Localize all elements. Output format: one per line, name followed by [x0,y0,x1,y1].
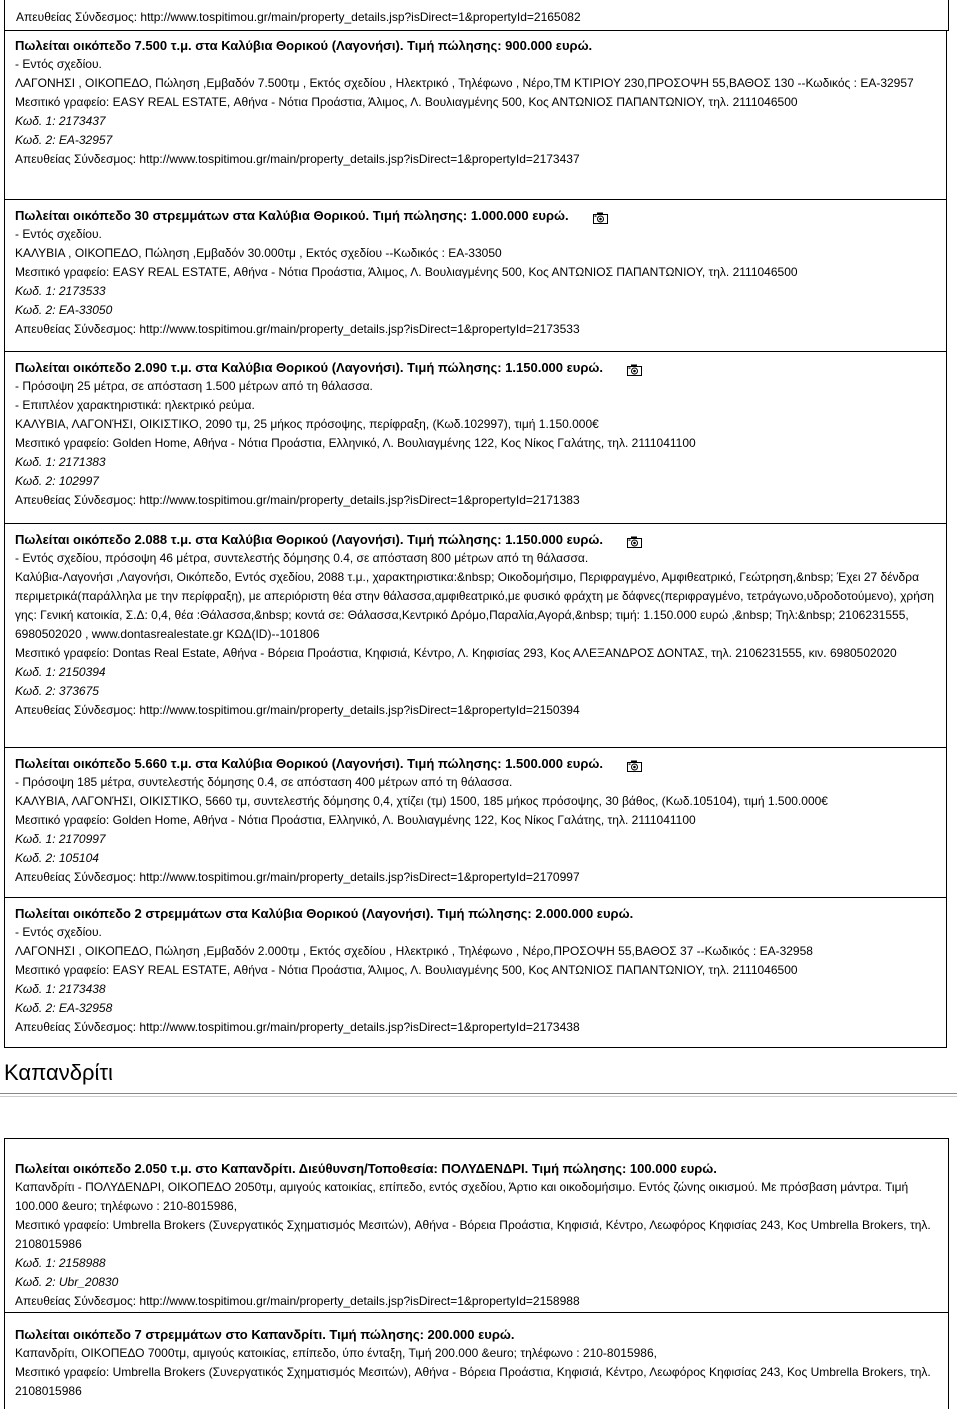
listing-detail: - Εντός σχεδίου. [15,57,102,71]
agency-info: Μεσιτικό γραφείο: EASY REAL ESTATE, Αθήνα - Νότια Προάστια, Άλιμος, Λ. Βουλιαγμένης 500, Κος ΑΝΤΩΝΙΟΣ ΠΑΠΑΝΤΩΝΙΟΥ, τηλ. 2111046500 [15,95,798,109]
listing-detail: Καπανδρίτι - ΠΟΛΥΔΕΝΔΡΙ, ΟΙΚΟΠΕΔΟ 2050τμ, αμιγούς κατοικίας, επίπεδο, εντός σχεδίου, Άρτιο και οικοδομήσιμο. Εντός ζώνης οικισμού. Με πρόσβαση μάντρα. Τιμή 100.000 &euro; τηλέφωνο : 210-8015986, [15,1180,909,1213]
listing-detail: - Επιπλέον χαρακτηριστικά: ηλεκτρικό ρεύμα. [15,398,255,412]
listing [4,748,947,898]
listing-detail: - Εντός σχεδίου, πρόσοψη 46 μέτρα, συντελεστής δόμησης 0.4, σε απόσταση 800 μέτρων από τη θάλασσα. [15,551,589,565]
listing-detail: ΚΑΛΥΒΙΑ, ΛΑΓΟΝΉΣΙ, ΟΙΚΙΣΤΙΚΟ, 5660 τμ, συντελεστής δόμησης 0,4, χτίζει (τμ) 1500, 185 μήκος πρόσοψης, 30 βάθος, (Κωδ.105104), τιμή 1.500.000€ [15,794,828,808]
camera-icon[interactable] [627,362,642,374]
code-2: Κωδ. 2: ΕΑ-32958 [15,1001,113,1015]
section-divider [0,1093,957,1097]
listing [4,898,947,1048]
listing-detail: - Εντός σχεδίου. [15,925,102,939]
listing [4,200,947,352]
code-2: Κωδ. 2: 102997 [15,474,99,488]
agency-info: Μεσιτικό γραφείο: Umbrella Brokers (Συνεργατικός Σχηματισμός Μεσιτών), Αθήνα - Βόρεια Προάστια, Κηφισιά, Κέντρο, Λεωφόρος Κηφισίας 243, Κος Umbrella Brokers, τηλ. 2108015986 [15,1365,931,1398]
code-2: Κωδ. 2: 105104 [15,851,99,865]
listing [4,30,947,200]
listing-title: Πωλείται οικόπεδο 7.500 τ.μ. στα Καλύβια Θορικού (Λαγονήσι). Τιμή πώλησης: 900.000 ευρώ. [15,38,593,53]
listing-title: Πωλείται οικόπεδο 2.090 τ.μ. στα Καλύβια Θορικού (Λαγονήσι). Τιμή πώλησης: 1.150.000 ευρώ. [15,358,936,377]
listing-detail: Καλύβια-Λαγονήσι ,Λαγονήσι, Οικόπεδο, Εντός σχεδίου, 2088 τ.μ., χαρακτηριστικα:&nbsp; Οικοδομήσιμο, Περιφραγμένο, Αμφιθεατρικό, Γεώτρηση,&nbsp; Έχει 27 δένδρα περιμετρικά(παράλληλα με την περίφραξη), με απεριόριστη θέα στην θάλασσα,αμφιθεατρικό,με φυσικό φράχτη με δάφνες(περιφραγμένο, τετράγωνο,υδροδοτούμενο), χρήση γης: Γενική κατοικία, Σ.Δ: 0,4, θέα :Θάλασσα,&nbsp; κοντά σε: Θάλασσα,Κεντρικό Δρόμο,Παραλία,Αγορά,&nbsp; τιμή: 1.150.000 ευρώ ,&nbsp; Τηλ:&nbsp; 2106231555, 6980502020 , www.dontasrealestate.gr ΚΩΔ(ID)--101806 [15,570,934,641]
camera-icon[interactable] [627,758,642,770]
section-title: Καπανδρίτι [4,1060,113,1085]
listing-title: Πωλείται οικόπεδο 30 στρεμμάτων στα Καλύβια Θορικού. Τιμή πώλησης: 1.000.000 ευρώ. [15,206,936,225]
direct-link[interactable]: Απευθείας Σύνδεσμος: http://www.tospitimou.gr/main/property_details.jsp?isDirect=1&propertyId=2173533 [15,322,580,336]
agency-info: Μεσιτικό γραφείο: Golden Home, Αθήνα - Νότια Προάστια, Ελληνικό, Λ. Βουλιαγμένης 122, Κος Νίκος Γαλάτης, τηλ. 2111041100 [15,813,696,827]
code-1: Κωδ. 1: 2158988 [15,1256,106,1270]
listing-title: Πωλείται οικόπεδο 2.050 τ.μ. στο Καπανδρίτι. Διεύθυνση/Τοποθεσία: ΠΟΛΥΔΕΝΔΡΙ. Τιμή πώλησης: 100.000 ευρώ. [15,1161,717,1176]
agency-info: Μεσιτικό γραφείο: EASY REAL ESTATE, Αθήνα - Νότια Προάστια, Άλιμος, Λ. Βουλιαγμένης 500, Κος ΑΝΤΩΝΙΟΣ ΠΑΠΑΝΤΩΝΙΟΥ, τηλ. 2111046500 [15,963,798,977]
camera-icon[interactable] [593,210,608,222]
listing-detail: - Πρόσοψη 25 μέτρα, σε απόσταση 1.500 μέτρων από τη θάλασσα. [15,379,373,393]
listing [15,1159,940,1311]
code-1: Κωδ. 1: 2173438 [15,982,106,996]
code-1: Κωδ. 1: 2173437 [15,114,106,128]
code-1: Κωδ. 1: 2170997 [15,832,106,846]
listing-title: Πωλείται οικόπεδο 5.660 τ.μ. στα Καλύβια Θορικού (Λαγονήσι). Τιμή πώλησης: 1.500.000 ευρώ. [15,754,936,773]
direct-link[interactable]: Απευθείας Σύνδεσμος: http://www.tospitimou.gr/main/property_details.jsp?isDirect=1&propertyId=2150394 [15,703,580,717]
code-2: Κωδ. 2: ΕΑ-33050 [15,303,113,317]
listing [4,524,947,748]
agency-info: Μεσιτικό γραφείο: EASY REAL ESTATE, Αθήνα - Νότια Προάστια, Άλιμος, Λ. Βουλιαγμένης 500, Κος ΑΝΤΩΝΙΟΣ ΠΑΠΑΝΤΩΝΙΟΥ, τηλ. 2111046500 [15,265,798,279]
direct-link[interactable]: Απευθείας Σύνδεσμος: http://www.tospitimou.gr/main/property_details.jsp?isDirect=1&propertyId=2170997 [15,870,580,884]
listing-title: Πωλείται οικόπεδο 2.088 τ.μ. στα Καλύβια Θορικού (Λαγονήσι). Τιμή πώλησης: 1.150.000 ευρώ. [15,530,936,549]
direct-link[interactable]: Απευθείας Σύνδεσμος: http://www.tospitimou.gr/main/property_details.jsp?isDirect=1&propertyId=2158988 [15,1294,580,1308]
code-2: Κωδ. 2: 373675 [15,684,99,698]
listing-detail: - Εντός σχεδίου. [15,227,102,241]
listing-detail: Καπανδρίτι, ΟΙΚΟΠΕΔΟ 7000τμ, αμιγούς κατοικίας, επίπεδο, ύπο ένταξη, Τιμή 200.000 &euro; τηλέφωνο : 210-8015986, [15,1346,657,1360]
listing [4,352,947,524]
direct-link[interactable]: Απευθείας Σύνδεσμος: http://www.tospitimou.gr/main/property_details.jsp?isDirect=1&propertyId=2171383 [15,493,580,507]
code-1: Κωδ. 1: 2173533 [15,284,106,298]
agency-info: Μεσιτικό γραφείο: Umbrella Brokers (Συνεργατικός Σχηματισμός Μεσιτών), Αθήνα - Βόρεια Προάστια, Κηφισιά, Κέντρο, Λεωφόρος Κηφισίας 243, Κος Umbrella Brokers, τηλ. 2108015986 [15,1218,931,1251]
listing-detail: ΚΑΛΥΒΙΑ, ΛΑΓΟΝΉΣΙ, ΟΙΚΙΣΤΙΚΟ, 2090 τμ, 25 μήκος πρόσοψης, περίφραξη, (Κωδ.102997), τιμή 1.150.000€ [15,417,599,431]
section-listings [4,1138,949,1409]
listing-separator [5,1312,948,1313]
agency-info: Μεσιτικό γραφείο: Golden Home, Αθήνα - Νότια Προάστια, Ελληνικό, Λ. Βουλιαγμένης 122, Κος Νίκος Γαλάτης, τηλ. 2111041100 [15,436,696,450]
agency-info: Μεσιτικό γραφείο: Dontas Real Estate, Αθήνα - Βόρεια Προάστια, Κηφισιά, Κέντρο, Λ. Κηφισίας 293, Κος ΑΛΕΞΑΝΔΡΟΣ ΔΟΝΤΑΣ, τηλ. 2106231555, κιν. 6980502020 [15,646,897,660]
listing-detail: ΛΑΓΟΝΗΣΙ , ΟΙΚΟΠΕΔΟ, Πώληση ,Εμβαδόν 7.500τμ , Εκτός σχεδίου , Ηλεκτρικό , Τηλέφωνο , Νέρο,ΤΜ ΚΤΙΡΙΟΥ 230,ΠΡΟΣΟΨΗ 55,ΒΑΘΟΣ 130 --Κωδικός : ΕΑ-32957 [15,76,914,90]
code-1: Κωδ. 1: 2150394 [15,665,106,679]
listing-detail: ΚΑΛΥΒΙΑ , ΟΙΚΟΠΕΔΟ, Πώληση ,Εμβαδόν 30.000τμ , Εκτός σχεδίου --Κωδικός : ΕΑ-33050 [15,246,502,260]
listing-detail: ΛΑΓΟΝΗΣΙ , ΟΙΚΟΠΕΔΟ, Πώληση ,Εμβαδόν 2.000τμ , Εκτός σχεδίου , Ηλεκτρικό , Τηλέφωνο , Νέρο,ΠΡΟΣΟΨΗ 55,ΒΑΘΟΣ 37 --Κωδικός : ΕΑ-32958 [15,944,813,958]
code-2: Κωδ. 2: Ubr_20830 [15,1275,119,1289]
code-2: Κωδ. 2: ΕΑ-32957 [15,133,113,147]
direct-link[interactable]: Απευθείας Σύνδεσμος: http://www.tospitimou.gr/main/property_details.jsp?isDirect=1&propertyId=2165082 [16,10,581,24]
direct-link[interactable]: Απευθείας Σύνδεσμος: http://www.tospitimou.gr/main/property_details.jsp?isDirect=1&propertyId=2173438 [15,1020,580,1034]
previous-listing-box [4,0,949,31]
listing-detail: - Πρόσοψη 185 μέτρα, συντελεστής δόμησης 0.4, σε απόσταση 400 μέτρων από τη θάλασσα. [15,775,513,789]
direct-link[interactable]: Απευθείας Σύνδεσμος: http://www.tospitimou.gr/main/property_details.jsp?isDirect=1&propertyId=2173437 [15,152,580,166]
listing-title: Πωλείται οικόπεδο 2 στρεμμάτων στα Καλύβια Θορικού (Λαγονήσι). Τιμή πώλησης: 2.000.000 ευρώ. [15,906,634,921]
listing-title: Πωλείται οικόπεδο 7 στρεμμάτων στο Καπανδρίτι. Τιμή πώλησης: 200.000 ευρώ. [15,1327,515,1342]
code-1: Κωδ. 1: 2171383 [15,455,106,469]
camera-icon[interactable] [627,534,642,546]
listing [15,1325,940,1401]
